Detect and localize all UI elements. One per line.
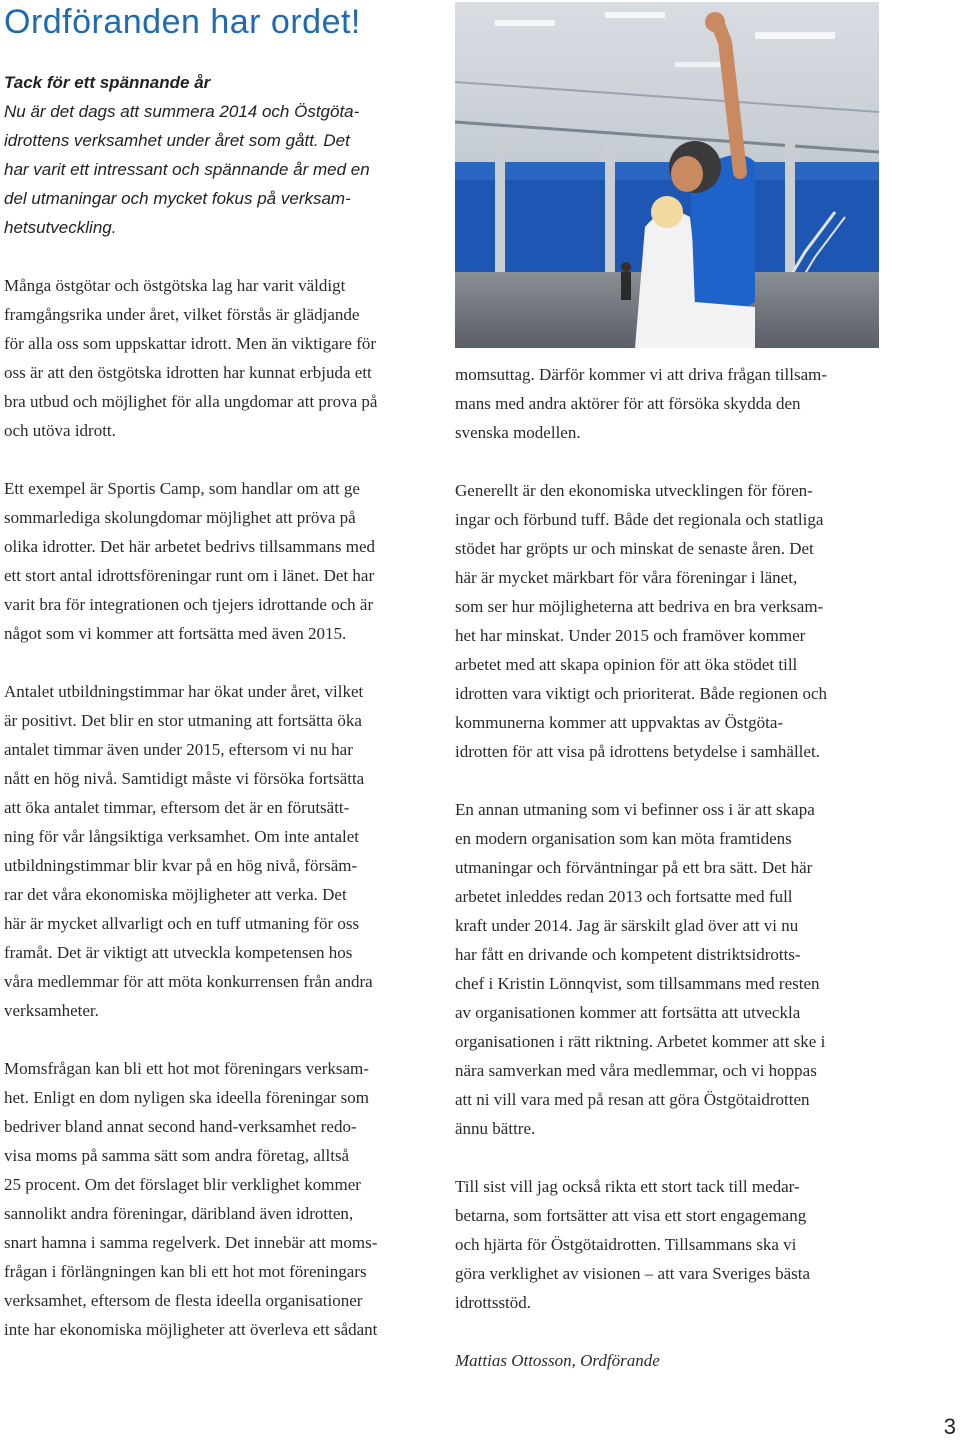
intro-line: idrottens verksamhet under året som gått. Det <box>4 131 350 150</box>
text-line: idrotten vara viktigt och prioriterat. Både regionen och <box>455 684 827 703</box>
text-line: kommunerna kommer att uppvaktas av Östgöta- <box>455 713 784 732</box>
text-line: göra verklighet av visionen – att vara Sveriges bästa <box>455 1264 810 1283</box>
text-line: betarna, som fortsätter att visa ett stort engagemang <box>455 1206 807 1225</box>
text-line: het. Enligt en dom nyligen ska ideella föreningar som <box>4 1088 369 1107</box>
text-line: här är mycket märkbart för våra föreningar i länet, <box>455 568 798 587</box>
text-line: varit bra för integrationen och tjejers idrottande och är <box>4 595 374 614</box>
text-line: Momsfrågan kan bli ett hot mot föreningars verksam- <box>4 1059 369 1078</box>
text-line: bedriver bland annat second hand-verksamhet redo- <box>4 1117 357 1136</box>
text-line: bra utbud och möjlighet för alla ungdomar att prova på <box>4 392 378 411</box>
paragraph <box>455 360 895 447</box>
text-line: ett stort antal idrottsföreningar runt om i länet. Det har <box>4 566 375 585</box>
text-line: verksamheter. <box>4 1001 99 1020</box>
text-line: arbetet inleddes redan 2013 och fortsatte med full <box>455 887 793 906</box>
right-column <box>455 360 895 1375</box>
page-number: 3 <box>943 1414 956 1439</box>
paragraph <box>4 474 440 648</box>
paragraph <box>4 1054 440 1344</box>
text-line: nära samverkan med våra medlemmar, och vi hoppas <box>455 1061 817 1080</box>
text-line: chef i Kristin Lönnqvist, som tillsammans med resten <box>455 974 820 993</box>
intro-line: har varit ett intressant och spännande år med en <box>4 160 370 179</box>
text-line: momsuttag. Därför kommer vi att driva frågan tillsam- <box>455 365 828 384</box>
text-line: framgångsrika under året, vilket förstås är glädjande <box>4 305 360 324</box>
text-line: frågan i förlängningen kan bli ett hot mot föreningars <box>4 1262 367 1281</box>
text-line: het har minskat. Under 2015 och framöver kommer <box>455 626 806 645</box>
text-line: svenska modellen. <box>455 423 581 442</box>
left-column <box>4 68 440 1344</box>
text-line: sannolikt andra föreningar, däribland även idrotten, <box>4 1204 354 1223</box>
paragraph <box>4 677 440 1025</box>
paragraph <box>455 476 895 766</box>
paragraph <box>455 795 895 1143</box>
text-line: av organisationen kommer att fortsätta att utveckla <box>455 1003 801 1022</box>
text-line: Generellt är den ekonomiska utvecklingen för fören- <box>455 481 813 500</box>
text-line: sommarlediga skolungdomar möjlighet att pröva på <box>4 508 356 527</box>
text-line: att öka antalet timmar, eftersom det är en förutsätt- <box>4 798 350 817</box>
sports-hall-photo <box>455 2 879 348</box>
text-line: olika idrotter. Det här arbetet bedrivs tillsammans med <box>4 537 376 556</box>
signature: Mattias Ottosson, Ordförande <box>455 1351 660 1370</box>
text-line: och utöva idrott. <box>4 421 116 440</box>
text-line: något som vi kommer att fortsätta med även 2015. <box>4 624 347 643</box>
text-line: utbildningstimmar blir kvar på en hög nivå, försäm- <box>4 856 358 875</box>
intro-heading: Tack för ett spännande år <box>4 73 211 92</box>
text-line: snart hamna i samma regelverk. Det innebär att moms- <box>4 1233 378 1252</box>
text-line: mans med andra aktörer för att försöka skydda den <box>455 394 801 413</box>
photo-illustration <box>455 2 879 348</box>
text-line: framåt. Det är viktigt att utveckla kompetensen hos <box>4 943 353 962</box>
intro-block <box>4 68 440 242</box>
text-line: organisationen i rätt riktning. Arbetet kommer att ske i <box>455 1032 826 1051</box>
text-line: kraft under 2014. Jag är särskilt glad över att vi nu <box>455 916 799 935</box>
text-line: inte har ekonomiska möjligheter att överleva ett sådant <box>4 1320 378 1339</box>
text-line: verksamhet, eftersom de flesta ideella organisationer <box>4 1291 363 1310</box>
text-line: ännu bättre. <box>455 1119 536 1138</box>
page-title: Ordföranden har ordet! <box>4 3 361 41</box>
text-line: att ni vill vara med på resan att göra Östgötaidrotten <box>455 1090 810 1109</box>
text-line: utmaningar och förväntningar på ett bra sätt. Det här <box>455 858 813 877</box>
text-line: rar det våra ekonomiska möjligheter att verka. Det <box>4 885 347 904</box>
text-line: har fått en drivande och kompetent distriktsidrotts- <box>455 945 801 964</box>
text-line: visa moms på samma sätt som andra företag, alltså <box>4 1146 350 1165</box>
text-line: våra medlemmar för att möta konkurrensen från andra <box>4 972 373 991</box>
text-line: Till sist vill jag också rikta ett stort tack till medar- <box>455 1177 800 1196</box>
text-line: är positivt. Det blir en stor utmaning att fortsätta öka <box>4 711 362 730</box>
intro-line: del utmaningar och mycket fokus på verksam- <box>4 189 351 208</box>
text-line: 25 procent. Om det förslaget blir verklighet kommer <box>4 1175 361 1194</box>
text-line: Många östgötar och östgötska lag har varit väldigt <box>4 276 346 295</box>
intro-line: Nu är det dags att summera 2014 och Östgöta- <box>4 102 360 121</box>
text-line: En annan utmaning som vi befinner oss i är att skapa <box>455 800 815 819</box>
text-line: en modern organisation som kan möta framtidens <box>455 829 792 848</box>
intro-line: hetsutveckling. <box>4 218 117 237</box>
text-line: idrottsstöd. <box>455 1293 532 1312</box>
text-line: som ser hur möjligheterna att bedriva en bra verksam- <box>455 597 824 616</box>
text-line: för alla oss som uppskattar idrott. Men än viktigare för <box>4 334 377 353</box>
paragraph <box>4 271 440 445</box>
text-line: här är mycket allvarligt och en tuff utmaning för oss <box>4 914 360 933</box>
text-line: ingar och förbund tuff. Både det regionala och statliga <box>455 510 824 529</box>
text-line: arbetet med att skapa opinion för att öka stödet till <box>455 655 798 674</box>
text-line: antalet timmar även under 2015, eftersom vi nu har <box>4 740 353 759</box>
text-line: ning för vår långsiktiga verksamhet. Om inte antalet <box>4 827 360 846</box>
text-line: nått en hög nivå. Samtidigt måste vi försöka fortsätta <box>4 769 365 788</box>
text-line: Antalet utbildningstimmar har ökat under året, vilket <box>4 682 364 701</box>
text-line: stödet har gröpts ur och minskat de senaste åren. Det <box>455 539 814 558</box>
text-line: och hjärta för Östgötaidrotten. Tillsammans ska vi <box>455 1235 797 1254</box>
text-line: idrotten för att visa på idrottens betydelse i samhället. <box>455 742 820 761</box>
text-line: oss är att den östgötska idrotten har kunnat erbjuda ett <box>4 363 372 382</box>
text-line: Ett exempel är Sportis Camp, som handlar om att ge <box>4 479 360 498</box>
paragraph <box>455 1172 895 1317</box>
